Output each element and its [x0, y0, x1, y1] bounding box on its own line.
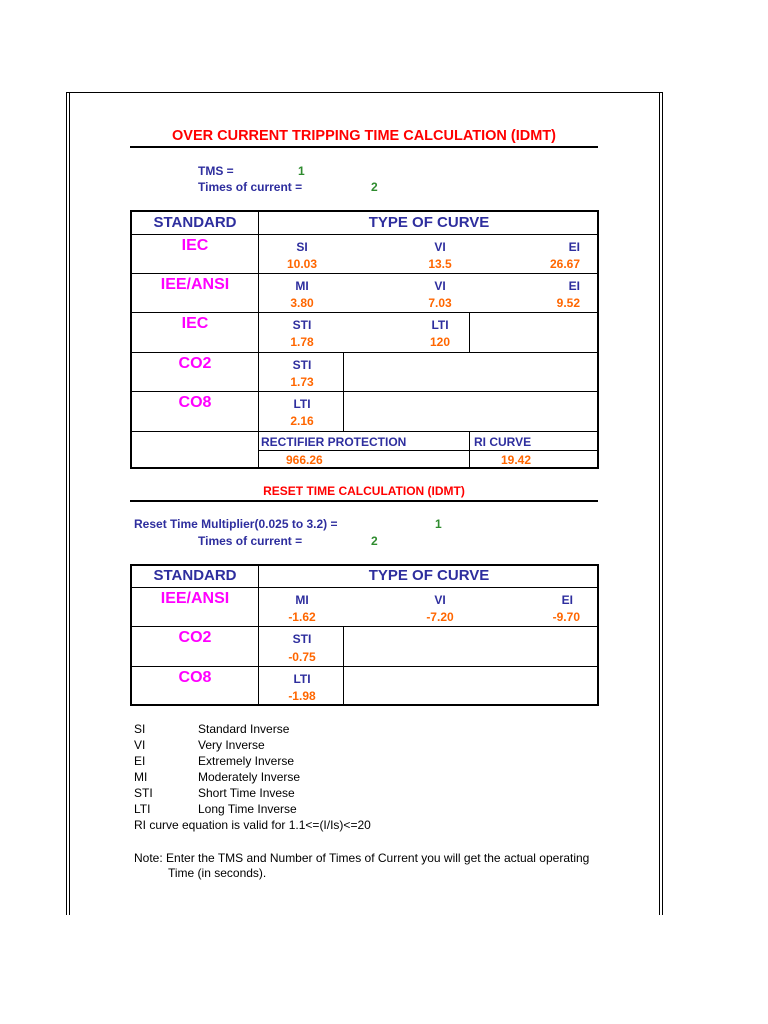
legend-desc-mi: Moderately Inverse — [198, 770, 301, 784]
rectifier-protection-value: 966.26 — [286, 453, 323, 467]
curve-label-lti: LTI — [293, 397, 311, 411]
title-underline — [130, 146, 598, 148]
curve-label-si: SI — [296, 240, 308, 254]
legend-desc-ei: Extremely Inverse — [198, 754, 295, 768]
curve-value-vi: 7.03 — [428, 296, 452, 310]
page-title: OVER CURRENT TRIPPING TIME CALCULATION (IDMT) — [172, 128, 556, 144]
curve-value-si: 10.03 — [286, 257, 318, 271]
standard-iec-2: IEC — [181, 315, 209, 332]
standard-co8: CO8 — [178, 394, 212, 411]
legend-abbr-sti: STI — [134, 786, 153, 800]
curve-label-sti: STI — [292, 318, 312, 332]
curve-value-lti: 2.16 — [290, 414, 314, 428]
reset-curve-value-ei: -9.70 — [552, 610, 580, 624]
reset-curve-label-ei: EI — [561, 593, 573, 607]
curve-value-vi: 13.5 — [428, 257, 452, 271]
ri-curve-note: RI curve equation is valid for 1.1<=(I/Is)<=20 — [134, 818, 371, 832]
reset-curve-value-vi: -7.20 — [426, 610, 454, 624]
legend-abbr-si: SI — [134, 722, 146, 736]
reset-standard-co8: CO8 — [178, 669, 212, 686]
reset-curve-value-sti: -0.75 — [288, 650, 316, 664]
tms-value[interactable]: 1 — [298, 164, 305, 178]
curve-label-ei: EI — [568, 240, 580, 254]
curve-type-header: TYPE OF CURVE — [368, 214, 490, 231]
standard-co2: CO2 — [178, 355, 212, 372]
curve-value-mi: 3.80 — [290, 296, 314, 310]
reset-times-of-current-value[interactable]: 2 — [371, 534, 378, 548]
reset-curve-label-vi: VI — [434, 593, 446, 607]
times-of-current-value[interactable]: 2 — [371, 180, 378, 194]
legend-abbr-mi: MI — [134, 770, 148, 784]
legend-abbr-lti: LTI — [134, 802, 151, 816]
curve-label-vi: VI — [434, 240, 446, 254]
reset-standard-header: STANDARD — [153, 567, 237, 584]
reset-title-underline — [130, 500, 598, 502]
note-line-1: Note: Enter the TMS and Number of Times of Current you will get the actual operating — [134, 851, 590, 865]
rectifier-protection-label: RECTIFIER PROTECTION — [261, 435, 407, 449]
legend-desc-si: Standard Inverse — [198, 722, 290, 736]
reset-title: RESET TIME CALCULATION (IDMT) — [263, 484, 465, 498]
legend-desc-lti: Long Time Inverse — [198, 802, 297, 816]
reset-curve-value-lti: -1.98 — [288, 689, 316, 703]
reset-curve-label-sti: STI — [292, 632, 312, 646]
reset-standard-co2: CO2 — [178, 629, 212, 646]
curve-label-sti: STI — [292, 358, 312, 372]
ri-curve-label: RI CURVE — [474, 435, 532, 449]
curve-label-lti: LTI — [431, 318, 449, 332]
note-line-2: Time (in seconds). — [168, 866, 267, 880]
curve-value-ei: 9.52 — [556, 296, 580, 310]
page-frame-right — [659, 92, 663, 915]
reset-curve-label-mi: MI — [295, 593, 309, 607]
curve-value-sti: 1.73 — [290, 375, 314, 389]
standard-header: STANDARD — [153, 214, 237, 231]
page-frame-top — [66, 92, 663, 93]
legend-abbr-vi: VI — [134, 738, 146, 752]
curve-label-vi: VI — [434, 279, 446, 293]
reset-multiplier-value[interactable]: 1 — [435, 517, 442, 531]
reset-curve-label-lti: LTI — [293, 672, 311, 686]
reset-curve-type-header: TYPE OF CURVE — [368, 567, 490, 584]
reset-standard-iee-ansi: IEE/ANSI — [160, 590, 230, 607]
curve-value-sti: 1.78 — [290, 335, 314, 349]
page-frame-left — [66, 92, 70, 915]
curve-value-ei: 26.67 — [549, 257, 580, 271]
curve-label-ei: EI — [568, 279, 580, 293]
times-of-current-label: Times of current = — [198, 180, 303, 194]
reset-times-of-current-label: Times of current = — [198, 534, 303, 548]
tms-label: TMS = — [198, 164, 234, 178]
reset-curve-value-mi: -1.62 — [288, 610, 316, 624]
ri-curve-value: 19.42 — [501, 453, 532, 467]
reset-multiplier-label: Reset Time Multiplier(0.025 to 3.2) = — [134, 517, 338, 531]
standard-iec: IEC — [181, 237, 209, 254]
standard-iee-ansi: IEE/ANSI — [160, 276, 230, 293]
legend-desc-sti: Short Time Invese — [198, 786, 295, 800]
curve-label-mi: MI — [295, 279, 309, 293]
legend-abbr-ei: EI — [134, 754, 146, 768]
curve-value-lti: 120 — [429, 335, 451, 349]
legend-desc-vi: Very Inverse — [198, 738, 265, 752]
